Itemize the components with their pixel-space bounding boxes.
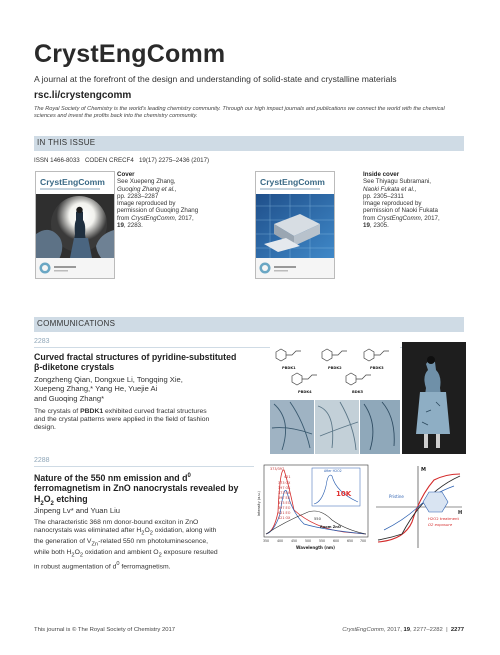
abstract-superscript: 0 [116, 560, 120, 567]
inside-cover-citation [363, 215, 440, 222]
article-page-number[interactable]: 2283 [34, 338, 50, 345]
cover-thumbnail[interactable] [35, 171, 115, 279]
abstract-text: oxidation and ambient O [83, 549, 159, 557]
footer-separator: | [446, 627, 448, 633]
zno-graphic [254, 462, 466, 552]
article-graphical-abstract[interactable] [254, 462, 466, 552]
spectrum-band-label: 421 OX [278, 516, 291, 520]
x-tick-label: 500 [305, 539, 312, 543]
x-tick-label: 350 [263, 539, 270, 543]
abstract-subscript: Zn [91, 541, 99, 548]
footer-citation [287, 627, 464, 633]
title-subscript: 2 [40, 500, 44, 507]
article-abstract [34, 408, 209, 432]
cover-volume: 19 [117, 222, 124, 230]
article-title[interactable] [34, 352, 236, 373]
inside-cover-from: from [363, 214, 376, 222]
inside-cover-thumb-rule [260, 188, 320, 190]
abstract-text: design. [34, 423, 56, 431]
journal-url-link[interactable]: rsc.li/crystengcomm [34, 90, 132, 101]
abstract-text: while both H [34, 549, 72, 557]
x-tick-label: 450 [291, 539, 298, 543]
abstract-text: and the crystal patterns were applied in the field of fashion [34, 415, 210, 423]
footer-copyright: This journal is © The Royal Society of Chemistry 2017 [34, 627, 176, 633]
cover-volume-line [117, 222, 198, 229]
coden: CODEN CRECF4 [84, 157, 134, 164]
pbdk-graphic [270, 342, 466, 454]
toc-compound-label: PBDK4 [298, 390, 312, 394]
cover-heading: Cover [117, 171, 135, 178]
spectrum-band-label: 421 [284, 475, 291, 479]
cover-year: , 2017, [174, 214, 194, 222]
article-title-line: Curved fractal structures of pyridine-substituted [34, 352, 237, 362]
journal-tagline: A journal at the forefront of the design and understanding of solid-state and crystalline materials [34, 74, 397, 84]
emission-550-label: 550 [314, 517, 321, 521]
article-page-number[interactable]: 2288 [34, 457, 50, 464]
abstract-text: nanocrystals was eliminated after H [34, 526, 142, 534]
footer-year: , 2017, [383, 627, 404, 633]
room-zno-label: Room ZnO [320, 525, 341, 529]
compound-label: PBDK1 [80, 408, 104, 415]
cover-journal: CrystEngComm [131, 214, 175, 222]
article-title[interactable] [34, 471, 238, 509]
abstract-text: O [74, 549, 80, 557]
abstract-text: exposure resulted [161, 549, 218, 557]
article-title-line: β-diketone crystals [34, 362, 115, 373]
abstract-text: the generation of V [34, 538, 92, 546]
cover-pages[interactable]: pp. 2283–2287 [117, 192, 159, 200]
cover-thumb-title: CrystEngComm [40, 177, 105, 187]
inside-cover-journal: CrystEngComm [377, 214, 421, 222]
spectrum-band-label: 421 EO [278, 511, 291, 515]
x-axis-label: Wavelength (nm) [296, 545, 335, 550]
spectrum-band-label: 397 EO [278, 506, 291, 510]
cover-caption [117, 171, 198, 229]
article-graphical-abstract[interactable] [270, 342, 466, 454]
spectrum-peak-label: 373/397 [270, 467, 285, 471]
article-abstract [34, 519, 218, 571]
x-tick-label: 400 [277, 539, 284, 543]
footer-volume: 19 [403, 627, 411, 633]
title-text: Nature of the 550 nm emission and d [34, 472, 188, 483]
spectrum-band-label: 373 EX [278, 491, 291, 495]
inside-cover-thumb-title: CrystEngComm [260, 177, 325, 187]
toc-compound-label: BDK5 [352, 390, 364, 394]
title-text: H [34, 493, 41, 504]
abstract-subscript: 2 [79, 552, 84, 559]
in-this-issue-label: IN THIS ISSUE [37, 138, 96, 147]
inside-cover-thumbnail[interactable] [255, 171, 335, 279]
issn: ISSN 1466-8033 [34, 157, 80, 164]
cover-thumb-rule [40, 188, 100, 190]
y-axis-label: Intensity (a.u.) [257, 491, 261, 516]
spectrum-band-label: 373 OX [278, 481, 291, 485]
abstract-text: in robust augmentation of d [34, 562, 117, 570]
cover-artwork [36, 194, 114, 278]
x-tick-label: 650 [347, 539, 354, 543]
footer-page-number: 2277 [450, 627, 464, 633]
authors-line: and Guoqing Zhang* [34, 393, 105, 403]
inside-cover-volume: 19 [363, 222, 370, 230]
spectrum-band-label: 397 OX [278, 486, 291, 490]
abstract-subscript: 2 [158, 552, 162, 559]
cover-from: from [117, 214, 130, 222]
m-axis-label: M [421, 467, 426, 473]
article-authors [34, 375, 183, 403]
article-title-line: ferromagnetism in ZnO nanocrystals revealed by [34, 483, 239, 494]
footer-journal: CrystEngComm [342, 627, 384, 633]
cover-see-line: See Xuepeng Zhang, [117, 178, 176, 186]
inside-cover-caption [363, 171, 440, 229]
abstract-subscript: 2 [71, 552, 75, 559]
inside-cover-page: , 2305. [369, 222, 389, 230]
cover-credit-line2: permission of Guoqing Zhang [117, 207, 199, 215]
abstract-subscript: 2 [149, 530, 153, 537]
cover-credit-line1: Image reproduced by [117, 200, 176, 208]
cover-citation [117, 215, 198, 222]
inside-cover-credit-line1: Image reproduced by [363, 200, 422, 208]
abstract-text: The characteristic 368 nm donor-bound exciton in ZnO [34, 519, 199, 526]
rsc-statement: The Royal Society of Chemistry is the world's leading chemistry community. Through our high impact journals and publications we connect the world with the chemical sciences and invest the profits back into the chemistry community. [34, 106, 445, 120]
exposure-label: O2 exposure [428, 522, 453, 527]
communications-label: COMMUNICATIONS [37, 319, 116, 328]
in-this-issue-bar [34, 136, 464, 151]
communications-bar [34, 317, 464, 332]
x-tick-label: 550 [319, 539, 326, 543]
h-axis-label: H [458, 510, 463, 516]
x-tick-label: 600 [333, 539, 340, 543]
cover-page: , 2283. [123, 222, 143, 230]
inset-label: After H2O2 [324, 469, 342, 473]
abstract-text: The crystals of [34, 408, 81, 415]
inside-cover-artwork [256, 194, 334, 278]
abstract-text: -related 550 nm photoluminescence, [98, 538, 209, 546]
journal-title: CrystEngComm [34, 40, 226, 68]
inside-cover-heading: Inside cover [363, 171, 400, 178]
inside-cover-pages[interactable]: pp. 2305–2311 [363, 192, 404, 200]
abstract-subscript: 2 [141, 530, 145, 537]
authors-line: Xuepeng Zhang,* Yang He, Yuejie Ai [34, 384, 158, 394]
treatment-label: H2O2 treatment [428, 516, 459, 521]
title-superscript: 0 [187, 473, 191, 479]
article-authors: Jinpeng Lv* and Yuan Liu [34, 506, 120, 515]
inside-cover-see-line: See Thiyagu Subramani, [363, 178, 431, 186]
spectrum-band-label: 397 EX [278, 496, 291, 500]
abstract-text: oxidation, along with [152, 526, 217, 534]
title-subscript: 2 [50, 500, 54, 507]
footer-pages: , 2277–2282 [410, 627, 443, 633]
pristine-label: Pristine [389, 494, 404, 499]
title-text: etching [53, 493, 88, 504]
toc-compound-label: PBDK3 [370, 366, 384, 370]
inside-cover-year: , 2017, [420, 214, 440, 222]
issue-meta [34, 157, 209, 164]
x-tick-label: 700 [360, 539, 367, 543]
article-title-line [34, 471, 238, 483]
inside-cover-volume-line [363, 222, 440, 229]
volume-info: 19(17) 2275–2436 (2017) [138, 157, 210, 164]
temperature-label: 10K [336, 490, 352, 498]
inside-cover-authors-line: Naoki Fukata et al., [363, 185, 417, 193]
inside-cover-credit-line2: permission of Naoki Fukata [363, 207, 438, 215]
authors-line: Zongzheng Qian, Dongxue Li, Tongqing Xie, [34, 375, 183, 384]
abstract-text: exhibited curved fractal structures [103, 408, 207, 415]
toc-compound-label: PBDK1 [282, 366, 296, 370]
spectrum-band-label: 373 EO [278, 501, 291, 505]
toc-compound-label: PBDK2 [328, 366, 342, 370]
abstract-text: ferromagnetism. [119, 562, 171, 570]
title-text: O [43, 493, 51, 504]
cover-authors-line: Guoqing Zhang et al., [117, 185, 177, 193]
abstract-text: O [144, 526, 150, 534]
